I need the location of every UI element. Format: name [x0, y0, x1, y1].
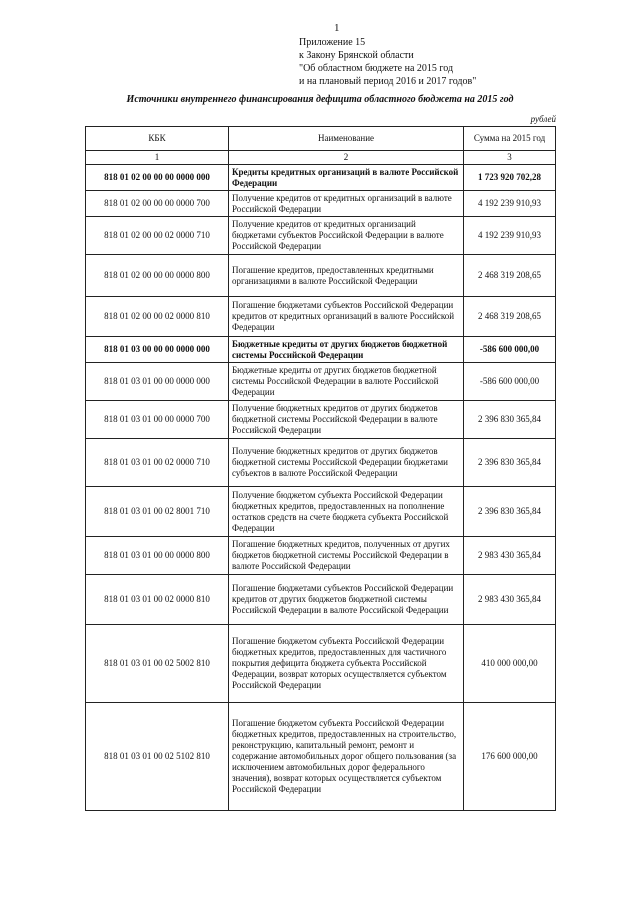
table-row — [86, 703, 556, 811]
sum-cell: 4 192 239 910,93 — [464, 191, 556, 217]
sum-cell: 2 468 319 208,65 — [464, 255, 556, 297]
kbk-cell: 818 01 02 00 00 00 0000 800 — [86, 255, 229, 297]
kbk-cell: 818 01 03 01 00 02 0000 810 — [86, 575, 229, 625]
column-number-row — [86, 151, 556, 165]
appendix-line: Приложение 15 — [299, 37, 366, 48]
kbk-cell: 818 01 02 00 00 00 0000 000 — [86, 165, 229, 191]
units-label: рублей — [530, 114, 556, 124]
sum-cell: 2 396 830 365,84 — [464, 487, 556, 537]
table-row — [86, 191, 556, 217]
table-row — [86, 297, 556, 337]
table-row — [86, 575, 556, 625]
name-cell: Бюджетные кредиты от других бюджетов бюджетной системы Российской Федерации в валюте Российской Федерации — [229, 363, 464, 401]
name-cell: Погашение бюджетами субъектов Российской Федерации кредитов от кредитных организаций в валюте Российской Федерации — [229, 297, 464, 337]
col-number-name: 2 — [229, 151, 464, 165]
name-cell: Получение бюджетом субъекта Российской Федерации бюджетных кредитов, предоставленных на пополнение остатков средств на счете бюджета субъекта Российской Федерации — [229, 487, 464, 537]
table-row — [86, 217, 556, 255]
name-cell: Получение бюджетных кредитов от других бюджетов бюджетной системы Российской Федерации бюджетами субъектов в валюте Российской Федерации — [229, 439, 464, 487]
sum-cell: 2 983 430 365,84 — [464, 537, 556, 575]
name-cell: Бюджетные кредиты от других бюджетов бюджетной системы Российской Федерации — [229, 337, 464, 363]
kbk-cell: 818 01 03 01 00 02 5102 810 — [86, 703, 229, 811]
appendix-header — [299, 36, 476, 88]
name-cell: Погашение бюджетом субъекта Российской Федерации бюджетных кредитов, предоставленных на строительство, реконструкцию, капитальный ремонт, ремонт и содержание автомобильных дорог общего пользования (за исключением автомобильных дорог федерального значения), возврат которых осуществляется субъектом Российской Федерации — [229, 703, 464, 811]
table-row — [86, 439, 556, 487]
name-cell: Получение кредитов от кредитных организаций бюджетами субъектов Российской Федерации в валюте Российской Федерации — [229, 217, 464, 255]
sum-cell: 4 192 239 910,93 — [464, 217, 556, 255]
sum-cell: 176 600 000,00 — [464, 703, 556, 811]
kbk-cell: 818 01 02 00 00 02 0000 710 — [86, 217, 229, 255]
appendix-line: "Об областном бюджете на 2015 год — [299, 63, 454, 74]
kbk-cell: 818 01 03 01 00 00 0000 800 — [86, 537, 229, 575]
name-cell: Погашение бюджетных кредитов, полученных от других бюджетов бюджетной системы Российской Федерации в валюте Российской Федерации — [229, 537, 464, 575]
appendix-line: к Закону Брянской области — [299, 50, 414, 61]
sum-cell: 2 983 430 365,84 — [464, 575, 556, 625]
document-title: Источники внутреннего финансирования дефицита областного бюджета на 2015 год — [126, 94, 514, 105]
name-cell: Кредиты кредитных организаций в валюте Российской Федерации — [229, 165, 464, 191]
table-row — [86, 165, 556, 191]
table-row — [86, 537, 556, 575]
table-header-row — [86, 127, 556, 151]
table-row — [86, 363, 556, 401]
header-sum: Сумма на 2015 год — [464, 127, 556, 151]
table-row — [86, 337, 556, 363]
page-number: 1 — [334, 22, 340, 34]
col-number-kbk: 1 — [86, 151, 229, 165]
sum-cell: 410 000 000,00 — [464, 625, 556, 703]
table-row — [86, 625, 556, 703]
kbk-cell: 818 01 03 01 00 02 0000 710 — [86, 439, 229, 487]
name-cell: Получение кредитов от кредитных организаций в валюте Российской Федерации — [229, 191, 464, 217]
name-cell: Погашение кредитов, предоставленных кредитными организациями в валюте Российской Федерации — [229, 255, 464, 297]
sum-cell: 2 396 830 365,84 — [464, 401, 556, 439]
name-cell: Получение бюджетных кредитов от других бюджетов бюджетной системы Российской Федерации в валюте Российской Федерации — [229, 401, 464, 439]
table-row — [86, 487, 556, 537]
table-row — [86, 401, 556, 439]
sum-cell: -586 600 000,00 — [464, 337, 556, 363]
name-cell: Погашение бюджетами субъектов Российской Федерации кредитов от других бюджетов бюджетной системы Российской Федерации в валюте Российской Федерации — [229, 575, 464, 625]
sum-cell: -586 600 000,00 — [464, 363, 556, 401]
kbk-cell: 818 01 03 01 00 00 0000 000 — [86, 363, 229, 401]
sum-cell: 1 723 920 702,28 — [464, 165, 556, 191]
kbk-cell: 818 01 02 00 00 02 0000 810 — [86, 297, 229, 337]
table-row — [86, 255, 556, 297]
appendix-line: и на плановый период 2016 и 2017 годов" — [299, 76, 477, 87]
kbk-cell: 818 01 03 00 00 00 0000 000 — [86, 337, 229, 363]
kbk-cell: 818 01 03 01 00 02 8001 710 — [86, 487, 229, 537]
header-name: Наименование — [229, 127, 464, 151]
kbk-cell: 818 01 03 01 00 00 0000 700 — [86, 401, 229, 439]
sum-cell: 2 468 319 208,65 — [464, 297, 556, 337]
kbk-cell: 818 01 03 01 00 02 5002 810 — [86, 625, 229, 703]
sum-cell: 2 396 830 365,84 — [464, 439, 556, 487]
name-cell: Погашение бюджетом субъекта Российской Федерации бюджетных кредитов, предоставленных для частичного покрытия дефицита бюджета субъекта Российской Федерации, возврат которых осуществляется субъектом Российской Федерации — [229, 625, 464, 703]
kbk-cell: 818 01 02 00 00 00 0000 700 — [86, 191, 229, 217]
header-kbk: КБК — [86, 127, 229, 151]
financing-sources-table — [85, 126, 556, 811]
col-number-sum: 3 — [464, 151, 556, 165]
